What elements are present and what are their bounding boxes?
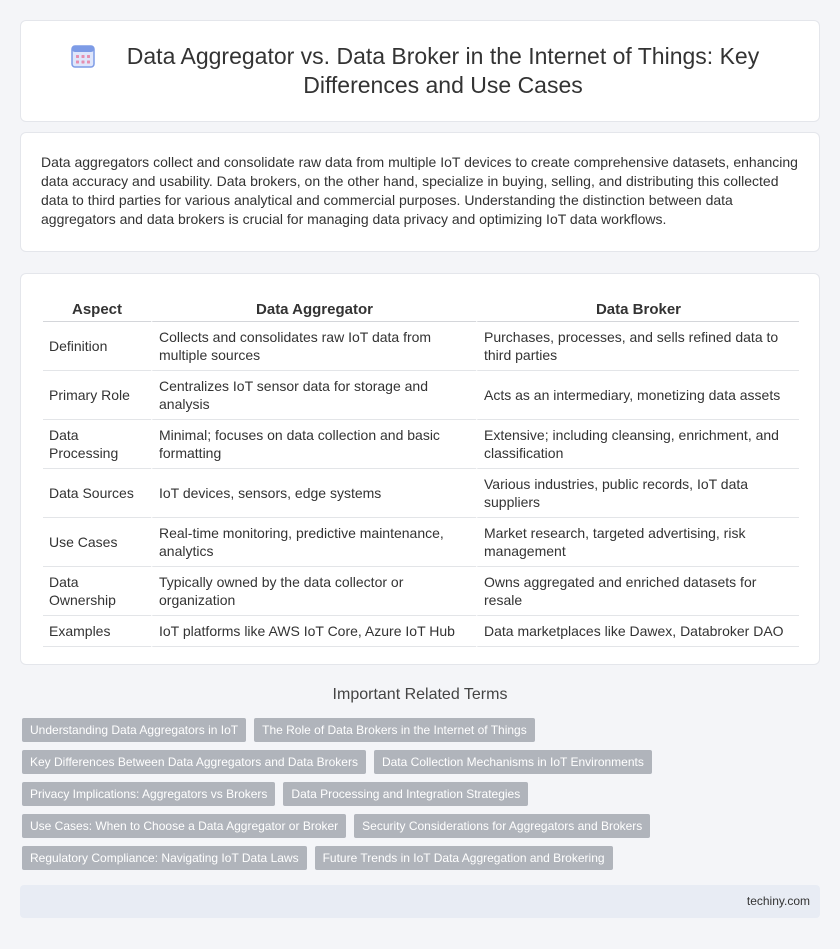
title-card (20, 20, 820, 122)
header-data-broker: Data Broker (476, 294, 799, 322)
aggregator-cell: Centralizes IoT sensor data for storage and analysis (151, 371, 476, 420)
related-terms-list (22, 718, 822, 878)
table-row (43, 616, 799, 647)
aspect-cell: Data Sources (43, 469, 151, 518)
tag-row (22, 814, 822, 838)
comparison-table (43, 294, 799, 647)
related-term-link[interactable]: The Role of Data Brokers in the Internet of Things (254, 718, 535, 742)
aspect-cell: Use Cases (43, 518, 151, 567)
table-row (43, 420, 799, 469)
broker-cell: Owns aggregated and enriched datasets for resale (476, 567, 799, 616)
related-terms-title: Important Related Terms (332, 686, 508, 703)
aggregator-cell: Typically owned by the data collector or organization (151, 567, 476, 616)
title-wrap (70, 42, 770, 100)
table-row (43, 322, 799, 371)
aggregator-cell: Minimal; focuses on data collection and basic formatting (151, 420, 476, 469)
related-term-link[interactable]: Privacy Implications: Aggregators vs Brokers (22, 782, 275, 806)
aspect-cell: Data Processing (43, 420, 151, 469)
related-term-link[interactable]: Key Differences Between Data Aggregators and Data Brokers (22, 750, 366, 774)
related-term-link[interactable]: Security Considerations for Aggregators and Brokers (354, 814, 650, 838)
table-row (43, 469, 799, 518)
related-term-link[interactable]: Regulatory Compliance: Navigating IoT Data Laws (22, 846, 307, 870)
related-term-link[interactable]: Data Collection Mechanisms in IoT Environments (374, 750, 652, 774)
broker-cell: Data marketplaces like Dawex, Databroker DAO (476, 616, 799, 647)
aspect-cell: Definition (43, 322, 151, 371)
table-header-row (43, 294, 799, 322)
header-data-aggregator: Data Aggregator (151, 294, 476, 322)
broker-cell: Market research, targeted advertising, risk management (476, 518, 799, 567)
related-term-link[interactable]: Use Cases: When to Choose a Data Aggregator or Broker (22, 814, 346, 838)
broker-cell: Various industries, public records, IoT data suppliers (476, 469, 799, 518)
aspect-cell: Data Ownership (43, 567, 151, 616)
tag-row (22, 750, 822, 774)
tag-row (22, 782, 822, 806)
aspect-cell: Examples (43, 616, 151, 647)
aggregator-cell: Real-time monitoring, predictive maintenance, analytics (151, 518, 476, 567)
table-row (43, 518, 799, 567)
header-aspect: Aspect (43, 294, 151, 322)
aggregator-cell: Collects and consolidates raw IoT data from multiple sources (151, 322, 476, 371)
calendar-grid-icon (70, 43, 96, 69)
table-row (43, 567, 799, 616)
page-title: Data Aggregator vs. Data Broker in the Internet of Things: Key Differences and Use Cases (126, 43, 760, 98)
table-row (43, 371, 799, 420)
broker-cell: Purchases, processes, and sells refined data to third parties (476, 322, 799, 371)
comparison-card (20, 273, 820, 665)
broker-cell: Acts as an intermediary, monetizing data assets (476, 371, 799, 420)
related-term-link[interactable]: Data Processing and Integration Strategies (283, 782, 528, 806)
aggregator-cell: IoT platforms like AWS IoT Core, Azure IoT Hub (151, 616, 476, 647)
broker-cell: Extensive; including cleansing, enrichment, and classification (476, 420, 799, 469)
tag-row (22, 718, 822, 742)
related-term-link[interactable]: Understanding Data Aggregators in IoT (22, 718, 246, 742)
intro-paragraph: Data aggregators collect and consolidate raw data from multiple IoT devices to create comprehensive datasets, enhancing data accuracy and usability. Data brokers, on the other hand, specialize in buying, selling, and distributing this collected data to third parties for various analytical and commercial purposes. Understanding the distinction between data aggregators and data brokers is crucial for managing data privacy and optimizing IoT data workflows. (41, 154, 798, 227)
aspect-cell: Primary Role (43, 371, 151, 420)
related-term-link[interactable]: Future Trends in IoT Data Aggregation and Brokering (315, 846, 613, 870)
aggregator-cell: IoT devices, sensors, edge systems (151, 469, 476, 518)
footer (20, 885, 820, 918)
tag-row (22, 846, 822, 870)
intro-card (20, 132, 820, 252)
footer-brand-link[interactable]: techiny.com (746, 894, 810, 908)
